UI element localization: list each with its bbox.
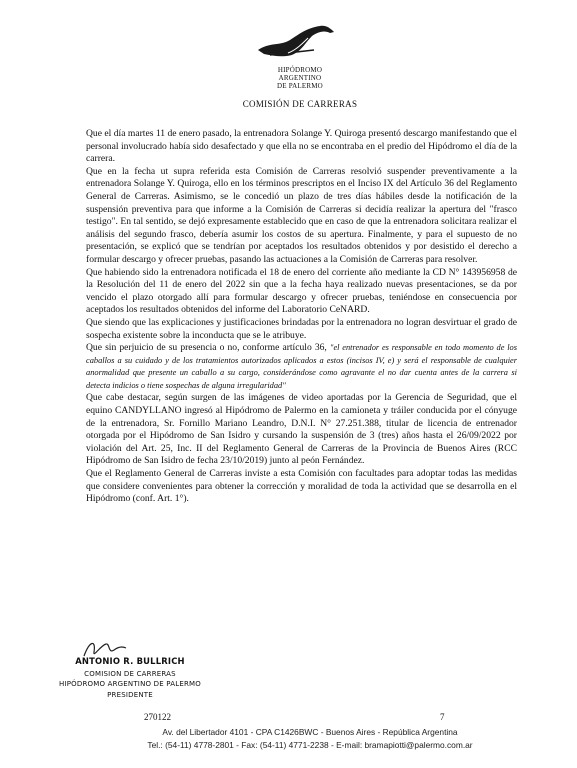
horse-logo-icon	[250, 20, 340, 62]
org-name-line1: HIPÓDROMO	[277, 66, 323, 74]
signer-role-line1: COMISION DE CARRERAS	[84, 670, 176, 678]
footer-contact: Tel.: (54-11) 4778-2801 - Fax: (54-11) 4771-2238 - E-mail: bramapiotti@palermo.com.ar	[147, 740, 473, 750]
page-number: 7	[440, 712, 445, 722]
commission-title: COMISIÓN DE CARRERAS	[242, 99, 358, 109]
document-number: 270122	[144, 712, 171, 722]
document-body	[86, 128, 517, 506]
paragraph-defense: Que el día martes 11 de enero pasado, la entrenadora Solange Y. Quiroga presentó descargo manifestando que el personal involucrado había sido desafectado y que ella no se encontraba en el predio del Hipódromo el día de la carrera.	[86, 128, 517, 165]
paragraph-explanations: Que siendo que las explicaciones y justificaciones brindadas por la entrenadora no logran desvirtuar el grado de sospecha existente sobre la inconducta que se le atribuye.	[86, 316, 517, 341]
org-name	[255, 66, 345, 90]
org-name-line2: ARGENTINO	[278, 74, 322, 82]
signer-role-line2: HIPÓDROMO ARGENTINO DE PALERMO	[59, 680, 201, 688]
paragraph-video-evidence: Que cabe destacar, según surgen de las imágenes de video aportadas por la Gerencia de Seguridad, que el equino CANDYLLANO ingresó al Hipódromo de Palermo en la camioneta y tráiler conducida por el cónyuge de la entrenadora, Sr. Fornillo Mariano Leandro, D.N.I. N° 27.251.388, titular de licencia de entrenador otorgada por el Hipódromo de San Isidro y cursando la suspensión de 3 (tres) años hasta el 26/09/2022 por violación del Art. 25, Inc. II del Reglamento General de Carreras de la Provincia de Buenos Aires (RCC Hipódromo de San Isidro de fecha 23/10/2019) junto al peón Fernández.	[86, 392, 517, 467]
signer-role-line3: PRESIDENTE	[107, 691, 153, 699]
paragraph-notification: Que habiendo sido la entrenadora notificada el 18 de enero del corriente año mediante la CD N° 143956958 de la Resolución del 11 de enero del 2022 sin que a la fecha haya realizado nuevas presentaciones, se da por vencido el plazo otorgado allí para formular descargo y ofrecer pruebas, teniéndose en consecuencia por aceptados los resultados obtenidos del informe del Laboratorio CeNARD.	[86, 266, 517, 316]
paragraph-article-36	[86, 342, 517, 392]
article-quote: "el entrenador es responsable en todo momento de los caballos a su cuidado y de los tratamientos autorizados aplicados a estos (incisos IV, e) y será el responsable de cualquier anormalidad que presente un caballo a su cargo, considerándose como agravante el no dar cuenta antes de la carrera si detecta indicios o tiene sospechas de alguna irregularidad"	[86, 343, 517, 390]
signer-name: ANTONIO R. BULLRICH	[75, 656, 185, 666]
footer-address: Av. del Libertador 4101 - CPA C1426BWC - Buenos Aires - República Argentina	[162, 727, 458, 737]
paragraph-suspension: Que en la fecha ut supra referida esta Comisión de Carreras resolvió suspender preventivamente a la entrenadora Solange Y. Quiroga, ello en los términos prescriptos en el Inciso IX del Artículo 36 del Reglamento General de Carreras. Asimismo, se le concedió un plazo de tres días hábiles desde la notificación de la suspensión preventiva para que informe a la Comisión de Carreras si decidía realizar la apertura del "frasco testigo". En tal sentido, se dejó expresamente establecido que en caso de que la entrenadora solicitara realizar el análisis del segundo frasco, debería asumir los costos de su apertura. Finalmente, y para el supuesto de no presentación, se explicó que se tendrían por aceptados los resultados obtenidos y por desistido el derecho a formular descargo y ofrecer pruebas, pasando las actuaciones a la Comisión de Carreras para resolver.	[86, 165, 517, 265]
org-name-line3: DE PALERMO	[277, 82, 323, 90]
paragraph-regulation: Que el Reglamento General de Carreras inviste a esta Comisión con facultades para adoptar todas las medidas que considere convenientes para obtener la corrección y moralidad de toda la actividad que se desarrolla en el Hipódromo (conf. Art. 1°).	[86, 468, 517, 505]
article-intro: Que sin perjuicio de su presencia o no, conforme artículo 36,	[86, 342, 330, 354]
